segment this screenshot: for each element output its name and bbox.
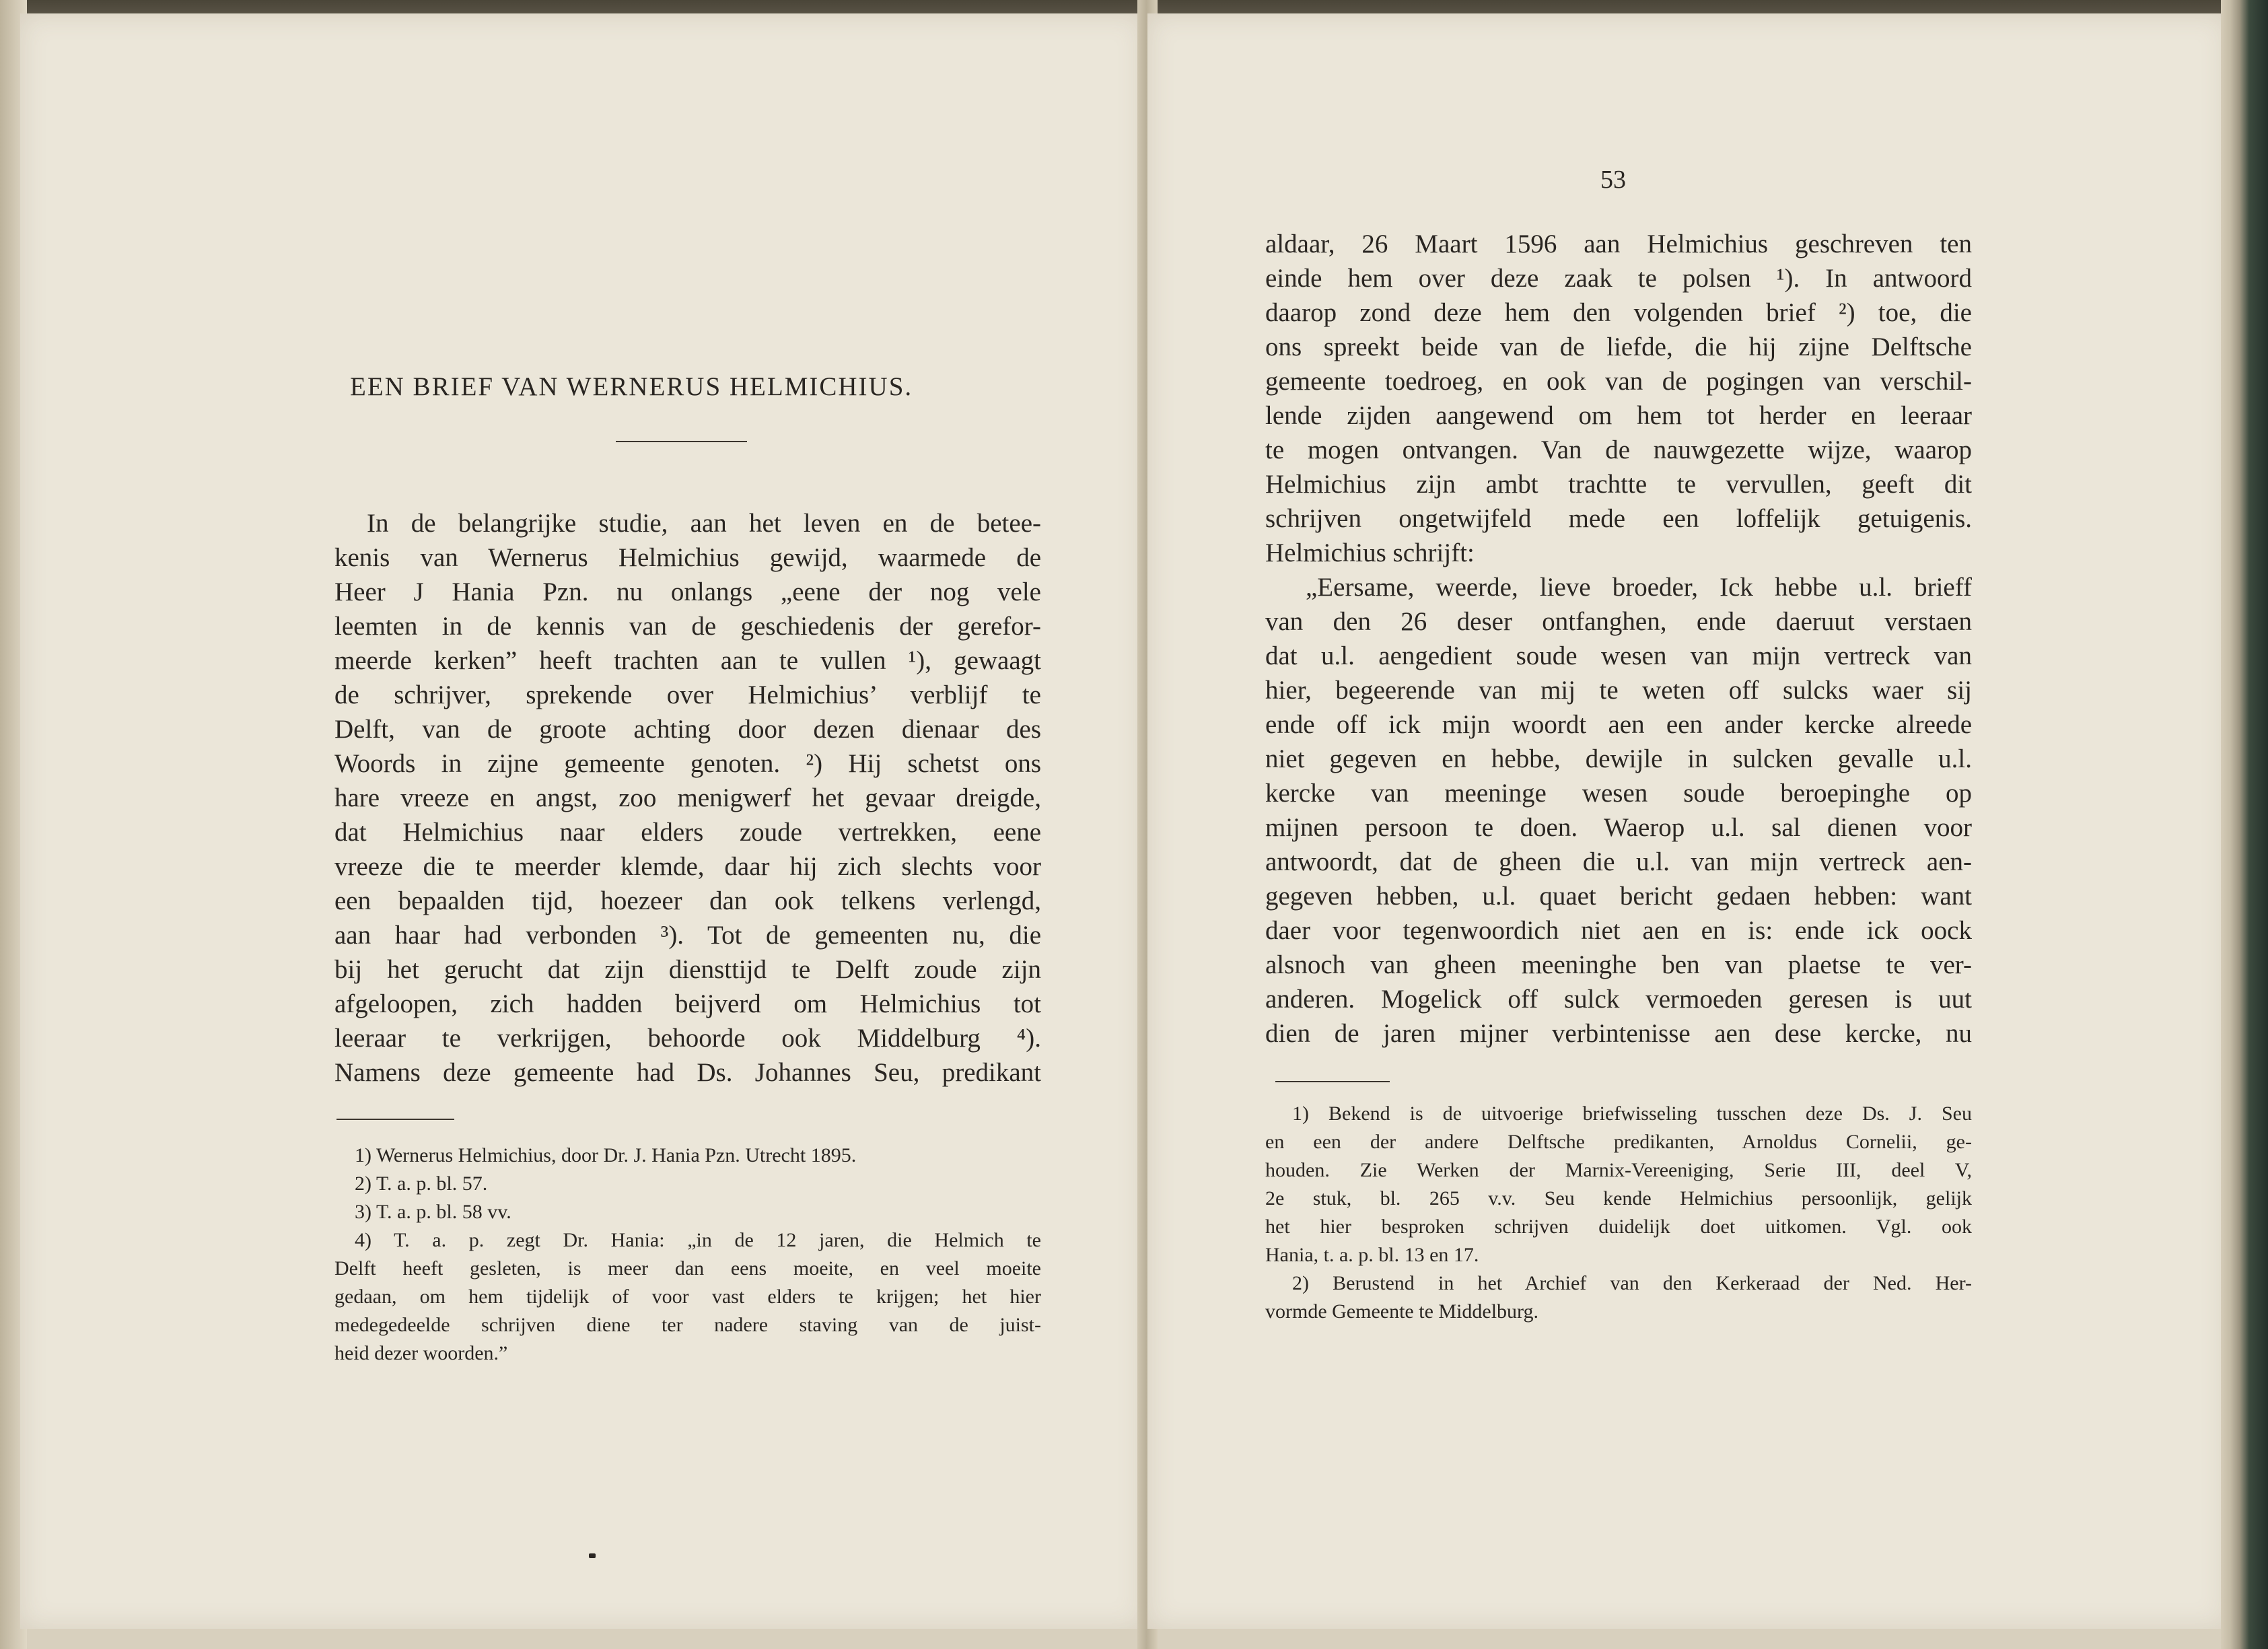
body-line: „Eersame, weerde, lieve broeder, Ick hebbe u.l. brieff	[1306, 573, 1972, 602]
body-line: schrijven ongetwijfeld mede een loffelijk getuigenis.	[1265, 504, 1972, 533]
footnote-line: 3) T. a. p. bl. 58 vv.	[355, 1201, 511, 1223]
page-stack-right	[2221, 0, 2268, 1649]
body-line: vreeze die te meerder klemde, daar hij zich slechts voor	[334, 852, 1041, 881]
body-line: Delft, van de groote achting door dezen dienaar des	[334, 715, 1041, 744]
footnote-line: Delft heeft gesleten, is meer dan eens moeite, en veel moeite	[334, 1257, 1041, 1279]
body-line: gemeente toedroeg, en ook van de pogingen van verschil-	[1265, 367, 1972, 396]
body-line: hare vreeze en angst, zoo menigwerf het gevaar dreigde,	[334, 783, 1041, 812]
page-number: 53	[1600, 166, 1626, 194]
body-line: van den 26 deser ontfanghen, ende daeruut verstaen	[1265, 607, 1972, 636]
footnote-line: houden. Zie Werken der Marnix-Vereeniging, Serie III, deel V,	[1265, 1159, 1972, 1181]
footnote-line: 1) Bekend is de uitvoerige briefwisseling tusschen deze Ds. J. Seu	[1292, 1102, 1972, 1125]
footnote-line: 4) T. a. p. zegt Dr. Hania: „in de 12 jaren, die Helmich te	[355, 1229, 1041, 1251]
body-line: daer voor tegenwoordich niet aen en is: ende ick oock	[1265, 916, 1972, 945]
footnote-line: vormde Gemeente te Middelburg.	[1265, 1300, 1538, 1323]
footnote-line: 1) Wernerus Helmichius, door Dr. J. Hania Pzn. Utrecht 1895.	[355, 1144, 857, 1166]
body-line: niet gegeven en hebbe, dewijle in sulcken gevalle u.l.	[1265, 744, 1972, 773]
body-line: afgeloopen, zich hadden beijverd om Helmichius tot	[334, 989, 1041, 1018]
footnote-line: 2) T. a. p. bl. 57.	[355, 1172, 488, 1195]
body-line: een bepaalden tijd, hoezeer dan ook telkens verlengd,	[334, 886, 1041, 915]
body-line: alsnoch van gheen meeninghe ben van plaetse te ver-	[1265, 950, 1972, 979]
footnote-line: het hier besproken schrijven duidelijk doet uitkomen. Vgl. ook	[1265, 1216, 1972, 1238]
left-body-text	[334, 506, 1041, 1090]
body-line: mijnen persoon te doen. Waerop u.l. sal dienen voor	[1265, 813, 1972, 842]
body-line: Namens deze gemeente had Ds. Johannes Seu, predikant	[334, 1058, 1041, 1087]
footnote-line: medegedeelde schrijven diene ter nadere staving van de juist-	[334, 1314, 1041, 1336]
body-line: In de belangrijke studie, aan het leven en de betee-	[367, 509, 1041, 538]
footnote-line: 2) Berustend in het Archief van den Kerkeraad der Ned. Her-	[1292, 1272, 1972, 1294]
body-line: gegeven hebben, u.l. quaet bericht gedaen hebben: want	[1265, 882, 1972, 911]
body-line: meerde kerken” heeft trachten aan te vullen ¹), gewaagt	[334, 646, 1041, 675]
body-line: kenis van Wernerus Helmichius gewijd, waarmede de	[334, 543, 1041, 572]
body-line: Heer J Hania Pzn. nu onlangs „eene der nog vele	[334, 577, 1041, 606]
body-line: te mogen ontvangen. Van de nauwgezette wijze, waarop	[1265, 435, 1972, 464]
right-body-text	[1265, 227, 1972, 1051]
body-line: Woords in zijne gemeente genoten. ²) Hij schetst ons	[334, 749, 1041, 778]
footnote-rule	[336, 1119, 454, 1120]
footnote-line: gedaan, om hem tijdelijk of voor vast elders te krijgen; het hier	[334, 1286, 1041, 1308]
footnote-rule	[1275, 1081, 1390, 1082]
body-line: daarop zond deze hem den volgenden brief ²) toe, die	[1265, 298, 1972, 327]
footnote-line: en een der andere Delftsche predikanten, Arnoldus Cornelii, ge-	[1265, 1131, 1972, 1153]
article-title: EEN BRIEF VAN WERNERUS HELMICHIUS.	[350, 372, 913, 401]
body-line: dien de jaren mijner verbintenisse aen dese kercke, nu	[1265, 1019, 1972, 1048]
footnote-line: heid dezer woorden.”	[334, 1342, 508, 1364]
body-line: antwoordt, dat de gheen die u.l. van mijn vertreck aen-	[1265, 847, 1972, 876]
left-footnotes	[334, 1142, 1041, 1368]
body-line: lende zijden aangewend om hem tot herder en leeraar	[1265, 401, 1972, 430]
body-line: hier, begeerende van mij te weten off sulcks waer sij	[1265, 676, 1972, 705]
body-line: einde hem over deze zaak te polsen ¹). In antwoord	[1265, 264, 1972, 293]
body-line: dat u.l. aengedient soude wesen van mijn vertreck van	[1265, 641, 1972, 670]
body-line: kercke van meeninge wesen soude beroepinghe op	[1265, 779, 1972, 808]
body-line: anderen. Mogelick off sulck vermoeden geresen is uut	[1265, 985, 1972, 1014]
ink-speck	[589, 1553, 596, 1558]
footnote-line: Hania, t. a. p. bl. 13 en 17.	[1265, 1244, 1479, 1266]
body-line: Helmichius schrijft:	[1265, 538, 1475, 567]
footnote-line: 2e stuk, bl. 265 v.v. Seu kende Helmichius persoonlijk, gelijk	[1265, 1187, 1972, 1209]
body-line: leeraar te verkrijgen, behoorde ook Middelburg ⁴).	[334, 1024, 1041, 1053]
body-line: ons spreekt beide van de liefde, die hij zijne Delftsche	[1265, 332, 1972, 361]
body-line: leemten in de kennis van de geschiedenis der gerefor-	[334, 612, 1041, 641]
right-footnotes	[1265, 1100, 1972, 1326]
body-line: de schrijver, sprekende over Helmichius’ verblijf te	[334, 680, 1041, 709]
body-line: Helmichius zijn ambt trachtte te vervullen, geeft dit	[1265, 470, 1972, 499]
body-line: ende off ick mijn woordt aen een ander kercke alreede	[1265, 710, 1972, 739]
body-line: aldaar, 26 Maart 1596 aan Helmichius geschreven ten	[1265, 230, 1972, 258]
body-line: bij het gerucht dat zijn diensttijd te Delft zoude zijn	[334, 955, 1041, 984]
body-line: aan haar had verbonden ³). Tot de gemeenten nu, die	[334, 921, 1041, 950]
body-line: dat Helmichius naar elders zoude vertrekken, eene	[334, 818, 1041, 847]
title-rule	[616, 441, 747, 442]
